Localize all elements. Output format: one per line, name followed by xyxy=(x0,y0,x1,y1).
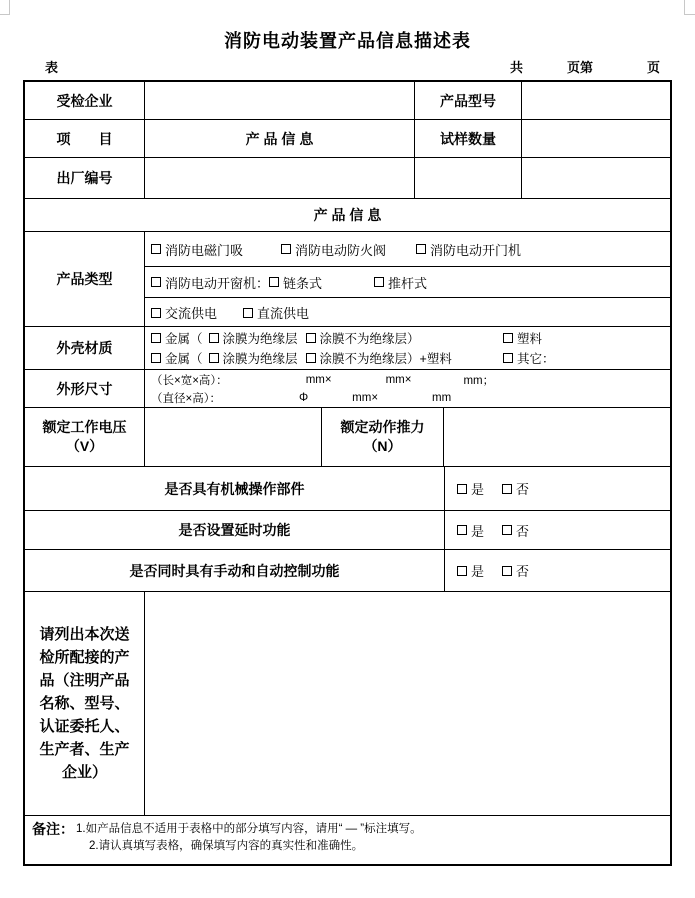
dimension-lwh-label: （长×宽×高）： xyxy=(151,374,228,387)
checkbox-icon[interactable] xyxy=(502,566,512,576)
checkbox-label: 链条式 xyxy=(283,275,323,291)
checkbox-option-yes[interactable] xyxy=(457,479,484,498)
checkbox-label: 消防电磁门吸 xyxy=(165,242,244,258)
checkbox-option-no[interactable] xyxy=(502,561,529,580)
row-shell-material xyxy=(25,327,670,370)
attached-products-label: 请列出本次送检所配接的产品（注明产品名称、型号、认证委托人、生产者、生产企业） xyxy=(39,626,130,781)
rated-voltage-text: 额定工作电压 xyxy=(42,419,127,435)
checkbox-option[interactable] xyxy=(151,273,269,292)
checkbox-option-no[interactable] xyxy=(502,479,529,498)
remark-line-2: 2.请认真填写表格，确保填写内容的真实性和准确性。 xyxy=(89,840,364,852)
product-type-options-2 xyxy=(145,267,670,298)
checkbox-icon[interactable] xyxy=(281,244,291,254)
checkbox-option[interactable] xyxy=(281,240,386,259)
row-remark xyxy=(25,816,670,864)
checkbox-icon[interactable] xyxy=(243,308,253,318)
page-of-label: 页第 xyxy=(567,60,594,75)
unit-label: mm xyxy=(432,391,452,404)
rated-voltage-label xyxy=(25,408,145,466)
checkbox-option-yes[interactable] xyxy=(457,561,484,580)
checkbox-label: 推杆式 xyxy=(388,275,428,291)
checkbox-option[interactable] xyxy=(269,273,322,292)
rated-force-unit: （N） xyxy=(363,438,402,454)
checkbox-label: 否 xyxy=(516,564,530,579)
row-ratings xyxy=(25,408,670,467)
checkbox-icon[interactable] xyxy=(209,333,219,343)
question-manual-auto-label: 是否同时具有手动和自动控制功能 xyxy=(25,550,445,591)
checkbox-option[interactable] xyxy=(209,349,298,367)
checkbox-icon[interactable] xyxy=(457,566,467,576)
checkbox-icon[interactable] xyxy=(416,244,426,254)
checkbox-icon[interactable] xyxy=(503,333,513,343)
power-supply-options xyxy=(145,298,670,327)
checkbox-icon[interactable] xyxy=(457,525,467,535)
checkbox-icon[interactable] xyxy=(502,484,512,494)
table-label: 表 xyxy=(45,60,59,75)
rated-force-label xyxy=(322,408,444,466)
rated-voltage-unit: （V） xyxy=(65,438,104,454)
row-section-header xyxy=(25,199,670,232)
section-title: 产 品 信 息 xyxy=(313,207,382,223)
checkbox-label: 是 xyxy=(471,523,485,539)
checkbox-option-no[interactable] xyxy=(502,521,529,540)
checkbox-label: 涂膜为绝缘层 xyxy=(222,332,298,346)
question-manual-auto-answer xyxy=(445,550,670,591)
checkbox-option[interactable] xyxy=(151,240,243,259)
phi-symbol: Φ xyxy=(298,391,309,404)
checkbox-option[interactable] xyxy=(416,240,521,259)
checkbox-option[interactable] xyxy=(503,329,542,347)
table-caption-line xyxy=(23,57,672,78)
factory-number-field[interactable] xyxy=(145,158,415,198)
checkbox-label: 金属（ xyxy=(165,352,203,366)
product-model-label: 产品型号 xyxy=(415,82,522,119)
product-type-label: 产品类型 xyxy=(25,232,145,326)
checkbox-icon[interactable] xyxy=(151,244,161,254)
row-product-type xyxy=(25,232,670,327)
attached-products-label-cell xyxy=(25,592,145,815)
sample-quantity-label: 试样数量 xyxy=(415,120,522,157)
row-company xyxy=(25,82,670,120)
question-mechanical-answer xyxy=(445,467,670,510)
checkbox-icon[interactable] xyxy=(209,353,219,363)
checkbox-option[interactable] xyxy=(243,303,309,322)
checkbox-icon[interactable] xyxy=(306,353,316,363)
checkbox-option[interactable] xyxy=(151,349,203,367)
checkbox-label: 塑料 xyxy=(517,332,543,346)
checkbox-option[interactable] xyxy=(151,329,203,347)
company-label: 受检企业 xyxy=(25,82,145,119)
unit-label: mm× xyxy=(385,373,412,386)
rated-voltage-field[interactable] xyxy=(145,408,322,466)
row-attached-products xyxy=(25,592,670,816)
remark-body xyxy=(76,821,422,855)
empty-cell xyxy=(415,158,522,198)
row-question-mechanical xyxy=(25,467,670,511)
item-label: 项 目 xyxy=(25,120,145,157)
question-mechanical-label: 是否具有机械操作部件 xyxy=(25,467,445,510)
unit-label: mm× xyxy=(305,373,332,386)
checkbox-icon[interactable] xyxy=(503,353,513,363)
row-question-manual-auto xyxy=(25,550,670,592)
row-question-delay xyxy=(25,511,670,550)
shell-material-options xyxy=(145,327,670,369)
form-table xyxy=(23,80,672,866)
rated-force-field[interactable] xyxy=(444,408,670,466)
checkbox-label: 其它： xyxy=(517,352,555,366)
checkbox-option[interactable] xyxy=(151,303,217,322)
checkbox-label: 交流供电 xyxy=(165,306,218,321)
unit-label: mm× xyxy=(352,391,379,404)
shell-material-label: 外壳材质 xyxy=(25,327,145,369)
checkbox-icon[interactable] xyxy=(151,277,161,287)
question-delay-answer xyxy=(445,511,670,549)
checkbox-icon[interactable] xyxy=(151,333,161,343)
page-label: 页 xyxy=(647,60,661,75)
form-title: 消防电动装置产品信息描述表 xyxy=(224,31,471,51)
checkbox-icon[interactable] xyxy=(374,277,384,287)
rated-force-text: 额定动作推力 xyxy=(340,419,425,435)
page-corner-mark-right xyxy=(684,0,695,15)
checkbox-icon[interactable] xyxy=(151,353,161,363)
checkbox-option-yes[interactable] xyxy=(457,521,484,540)
empty-cell xyxy=(522,158,670,198)
product-type-options-1 xyxy=(145,232,670,267)
checkbox-label: 是 xyxy=(471,482,485,497)
checkbox-icon[interactable] xyxy=(306,333,316,343)
factory-number-label: 出厂编号 xyxy=(25,158,145,198)
product-model-field[interactable] xyxy=(522,82,670,119)
checkbox-label: 涂膜不为绝缘层） xyxy=(319,332,420,346)
dimensions-label: 外形尺寸 xyxy=(25,370,145,407)
checkbox-label: 直流供电 xyxy=(257,306,310,321)
sample-quantity-field[interactable] xyxy=(522,120,670,157)
checkbox-icon[interactable] xyxy=(269,277,279,287)
checkbox-label: 涂膜为绝缘层 xyxy=(222,352,298,366)
remark-label: 备注： xyxy=(32,821,74,837)
checkbox-label: 金属（ xyxy=(165,332,203,346)
checkbox-label: 消防电动开门机 xyxy=(430,242,522,258)
dimensions-fields[interactable] xyxy=(145,370,670,407)
checkbox-option[interactable] xyxy=(503,349,555,367)
attached-products-field[interactable] xyxy=(145,592,670,815)
checkbox-label: 是 xyxy=(471,564,485,579)
checkbox-label: 否 xyxy=(516,523,530,539)
checkbox-label: 涂膜不为绝缘层）+塑料 xyxy=(319,352,452,366)
checkbox-label: 消防电动开窗机： xyxy=(165,275,270,291)
checkbox-icon[interactable] xyxy=(151,308,161,318)
row-factory-number xyxy=(25,158,670,199)
remark-line-1: 1.如产品信息不适用于表格中的部分填写内容，请用“ — ”标注填写。 xyxy=(76,823,422,835)
row-dimensions xyxy=(25,370,670,408)
row-item xyxy=(25,120,670,158)
unit-label: mm； xyxy=(463,374,495,387)
checkbox-option[interactable] xyxy=(209,329,298,347)
checkbox-label: 消防电动防火阀 xyxy=(295,242,387,258)
question-delay-label: 是否设置延时功能 xyxy=(25,511,445,549)
checkbox-icon[interactable] xyxy=(502,525,512,535)
checkbox-label: 否 xyxy=(516,482,530,497)
checkbox-option[interactable] xyxy=(374,273,427,292)
total-pages-label: 共 xyxy=(510,60,524,75)
dimension-dh-label: （直径×高）： xyxy=(151,392,221,405)
page-corner-mark-left xyxy=(0,0,10,15)
checkbox-option[interactable] xyxy=(306,329,420,347)
checkbox-option[interactable] xyxy=(306,349,452,367)
checkbox-icon[interactable] xyxy=(457,484,467,494)
company-field[interactable] xyxy=(145,82,415,119)
item-value: 产 品 信 息 xyxy=(145,120,415,157)
